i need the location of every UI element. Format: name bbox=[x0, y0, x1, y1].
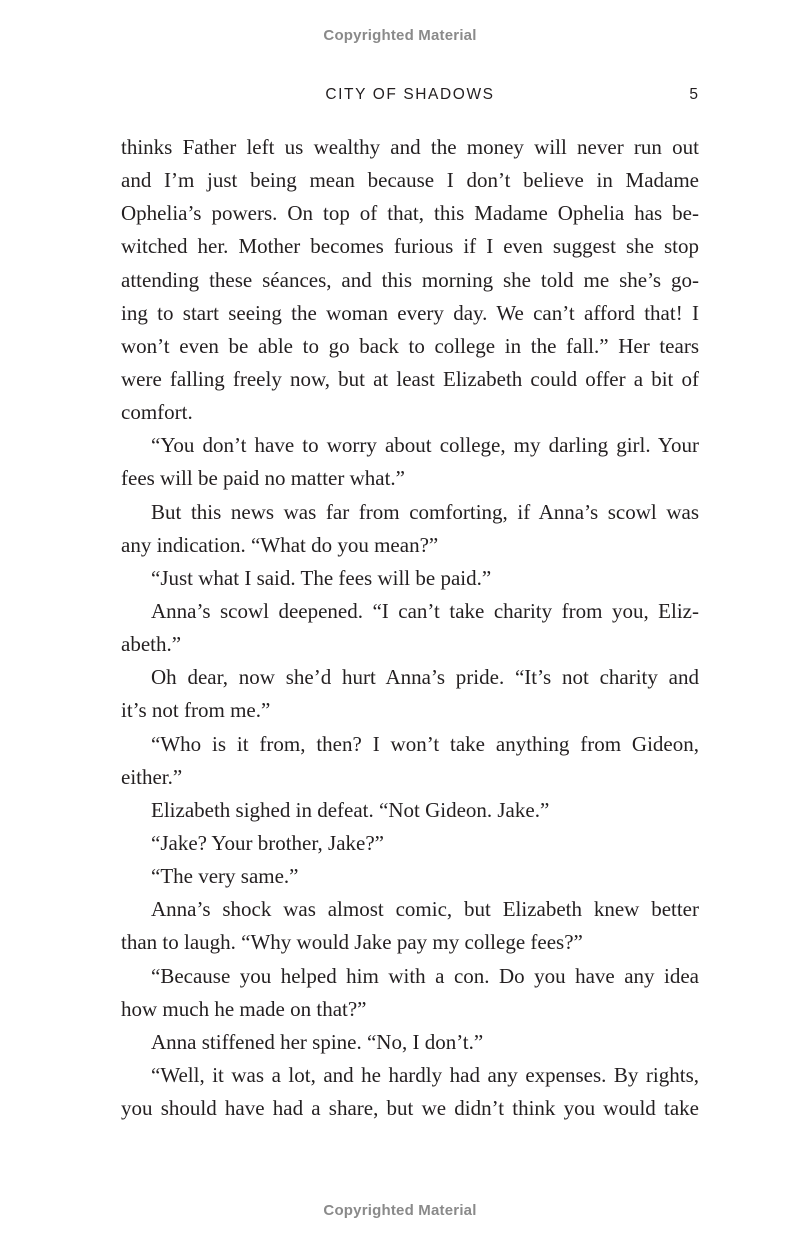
text-line: either.” bbox=[121, 764, 183, 789]
text-line: “You don’t have to worry about college, my darling girl. Your bbox=[151, 433, 699, 458]
running-head bbox=[0, 86, 800, 106]
text-line: Elizabeth sighed in defeat. “Not Gideon. Jake.” bbox=[151, 797, 550, 822]
running-head-title: CITY OF SHADOWS bbox=[325, 86, 495, 103]
text-line: it’s not from me.” bbox=[121, 698, 271, 723]
text-line: abeth.” bbox=[121, 632, 182, 657]
text-line: you should have had a share, but we didn’t think you would take bbox=[121, 1096, 699, 1121]
text-line: “Jake? Your brother, Jake?” bbox=[151, 830, 384, 855]
text-line: fees will be paid no matter what.” bbox=[121, 466, 405, 491]
text-line: “Well, it was a lot, and he hardly had any expenses. By rights, bbox=[151, 1062, 699, 1087]
text-line: ing to start seeing the woman every day. We can’t afford that! I bbox=[121, 300, 699, 325]
text-line: thinks Father left us wealthy and the money will never run out bbox=[121, 135, 699, 159]
text-line: than to laugh. “Why would Jake pay my college fees?” bbox=[121, 930, 583, 955]
text-line: attending these séances, and this morning she told me she’s go- bbox=[121, 267, 699, 292]
text-line: “Just what I said. The fees will be paid.” bbox=[151, 565, 492, 590]
text-line: Anna’s shock was almost comic, but Elizabeth knew better bbox=[151, 897, 699, 922]
text-line: how much he made on that?” bbox=[121, 996, 367, 1021]
copyright-watermark-top: Copyrighted Material bbox=[323, 27, 477, 44]
text-line: “Because you helped him with a con. Do you have any idea bbox=[151, 963, 699, 988]
text-line: and I’m just being mean because I don’t believe in Madame bbox=[121, 168, 699, 193]
text-line: Anna stiffened her spine. “No, I don’t.” bbox=[151, 1029, 484, 1054]
body-text bbox=[121, 131, 699, 1125]
text-line: comfort. bbox=[121, 400, 193, 425]
copyright-watermark-bottom: Copyrighted Material bbox=[323, 1202, 477, 1219]
page-number: 5 bbox=[689, 86, 698, 103]
text-line: Anna’s scowl deepened. “I can’t take charity from you, Eliz- bbox=[151, 598, 699, 623]
text-line: “The very same.” bbox=[151, 864, 299, 889]
text-line: But this news was far from comforting, if Anna’s scowl was bbox=[151, 499, 699, 524]
text-line: Ophelia’s powers. On top of that, this Madame Ophelia has be- bbox=[121, 201, 699, 226]
text-line: Oh dear, now she’d hurt Anna’s pride. “It’s not charity and bbox=[151, 665, 699, 690]
text-line: any indication. “What do you mean?” bbox=[121, 532, 439, 557]
text-line: were falling freely now, but at least Elizabeth could offer a bit of bbox=[121, 366, 699, 391]
text-line: won’t even be able to go back to college in the fall.” Her tears bbox=[121, 333, 699, 358]
text-line: witched her. Mother becomes furious if I even suggest she stop bbox=[121, 234, 699, 259]
text-line: “Who is it from, then? I won’t take anything from Gideon, bbox=[151, 731, 699, 756]
